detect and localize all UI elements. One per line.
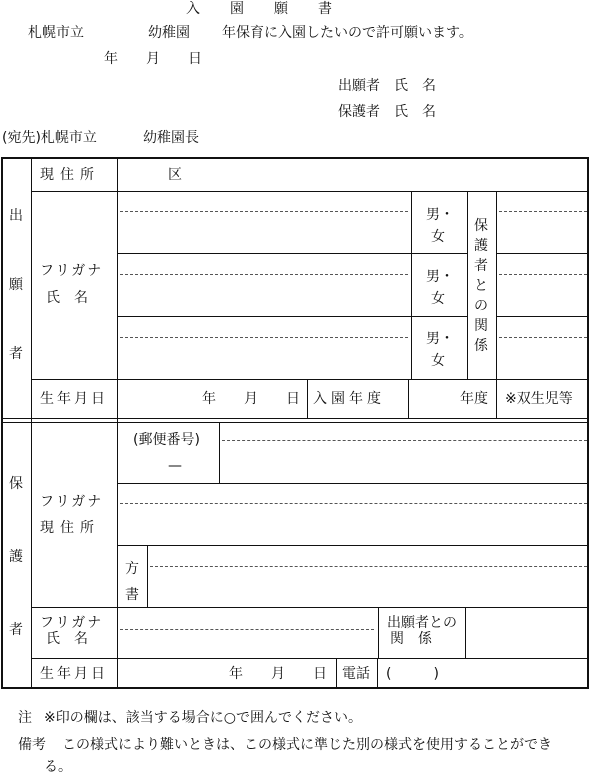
remarks-text: この様式により難いときは、この様式に準じた別の様式を使用することができ [62,737,552,753]
application-form-table [1,157,589,689]
furigana-line [120,211,408,212]
row-line [31,658,589,659]
guardian-address-label: 現住所 [40,520,100,536]
relation-line [499,211,587,212]
request-text: 年保育に入園したいので許可願います。 [222,25,473,41]
furigana-line [120,629,374,630]
furigana-line [120,337,408,338]
row-line [117,253,467,254]
divider [496,379,497,418]
guardian-birth-label: 生年月日 [40,666,108,682]
birth-label: 生年月日 [40,391,108,407]
postal-line [222,440,587,441]
divider [377,658,378,689]
entry-year-suffix[interactable]: 年度 [460,391,488,407]
ward-label: 区 [168,167,182,183]
furigana-line [120,274,408,275]
divider [408,379,409,418]
birth-fields[interactable]: 年 月 日 [202,391,300,407]
section-separator [1,422,589,423]
guardian-birth-fields[interactable]: 年 月 日 [229,666,327,682]
row-line [31,379,589,380]
addressee: (宛先)札幌市立 [2,130,97,146]
relation-line [499,274,587,275]
row-line [117,316,467,317]
divider [117,157,118,689]
guardian-name-furigana-label: フリガナ [40,615,104,631]
furigana-label: フリガナ [40,263,104,279]
postal-label: (郵便番号) [133,432,200,448]
divider [467,191,468,379]
name-label: 氏 名 [46,290,88,306]
gender-select[interactable]: 男・女 [426,331,454,369]
row-line [117,545,589,546]
note-label: 注 [18,710,32,726]
care-of-line [150,566,587,567]
postal-dash: — [168,458,182,474]
city-label: 札幌市立 [28,25,84,41]
divider [147,545,148,607]
divider [465,607,466,658]
phone-field[interactable]: ( ) [386,666,439,682]
divider [496,191,497,379]
relation-label-2: 関 係 [390,631,432,647]
guardian-furigana-label: フリガナ [40,494,104,510]
phone-label: 電話 [342,666,370,682]
divider [411,191,412,379]
relation-label-1: 出願者との [387,615,457,631]
relation-line [499,337,587,338]
divider [219,422,220,483]
applicant-name-label: 出願者 氏 名 [338,78,436,94]
applicant-section-label: 出 願 者 [9,208,23,362]
row-line [496,316,589,317]
address-label: 現住所 [40,167,100,183]
remarks-tail: る。 [44,759,72,775]
guardian-name-label: 保護者 氏 名 [338,104,436,120]
guardian-section-label: 保 護 者 [9,476,23,638]
remarks-label: 備考 [18,737,46,753]
divider [307,379,308,418]
gender-select[interactable]: 男・女 [426,207,454,245]
divider [378,607,379,658]
row-line [31,607,589,608]
form-title: 入 園 願 書 [186,1,340,17]
guardian-name-label: 氏 名 [46,631,88,647]
row-line [31,191,589,192]
furigana-line [120,503,587,504]
divider [336,658,337,689]
entry-year-label: 入園年度 [313,391,385,407]
section-separator [1,418,589,419]
care-of-label: 方 書 [125,561,139,603]
row-line [496,253,589,254]
principal-label: 幼稚園長 [143,130,199,146]
row-line [117,483,589,484]
note-text: ※印の欄は、該当する場合に○で囲んでください。 [44,710,362,726]
kindergarten-label: 幼稚園 [148,25,190,41]
divider [31,157,32,689]
gender-select[interactable]: 男・女 [426,269,454,307]
twins-note[interactable]: ※双生児等 [505,391,573,407]
date-line: 年 月 日 [104,51,202,67]
relation-label: 保 護 者 と の 関 係 [474,218,488,354]
